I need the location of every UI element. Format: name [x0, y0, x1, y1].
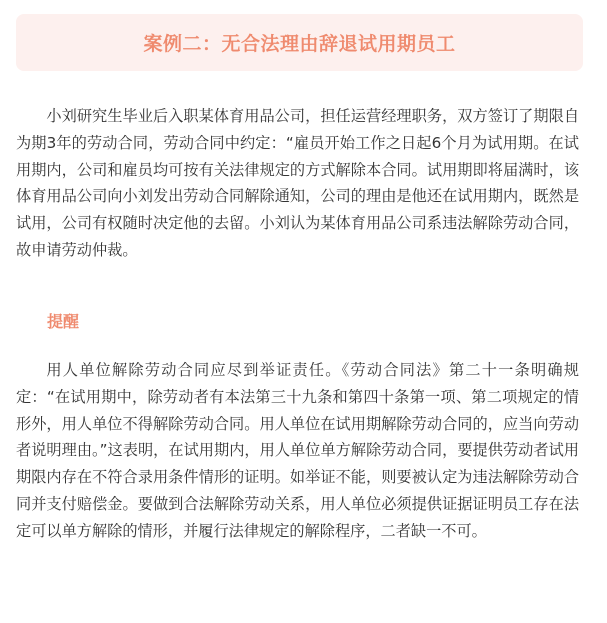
case-title-banner — [16, 14, 583, 71]
case-description-paragraph: 小刘研究生毕业后入职某体育用品公司，担任运营经理职务，双方签订了期限自为期3年的劳动合同，劳动合同中约定：“雇员开始工作之日起6个月为试用期。在试用期内，公司和雇员均可按有关法律规定的方式解除本合同。试用期即将届满时，该体育用品公司向小刘发出劳动合同解除通知，公司的理由是他还在试用期内，既然是试用，公司有权随时决定他的去留。小刘认为某体育用品公司系违法解除劳动合同，故申请劳动仲裁。 — [16, 107, 579, 259]
tip-heading: 提醒 — [47, 312, 80, 331]
tip-paragraph: 用人单位解除劳动合同应尽到举证责任。《劳动合同法》第二十一条明确规定：“在试用期中，除劳动者有本法第三十九条和第四十条第一项、第二项规定的情形外，用人单位不得解除劳动合同。用人单位在试用期解除劳动合同的，应当向劳动者说明理由。”这表明，在试用期内，用人单位单方解除劳动合同，要提供劳动者试用期限内存在不符合录用条件情形的证明。如举证不能，则要被认定为违法解除劳动合同并支付赔偿金。要做到合法解除劳动关系，用人单位必须提供证据证明员工存在法定可以单方解除的情形，并履行法律规定的解除程序，二者缺一不可。 — [16, 361, 579, 540]
case-title: 案例二：无合法理由辞退试用期员工 — [143, 33, 456, 55]
